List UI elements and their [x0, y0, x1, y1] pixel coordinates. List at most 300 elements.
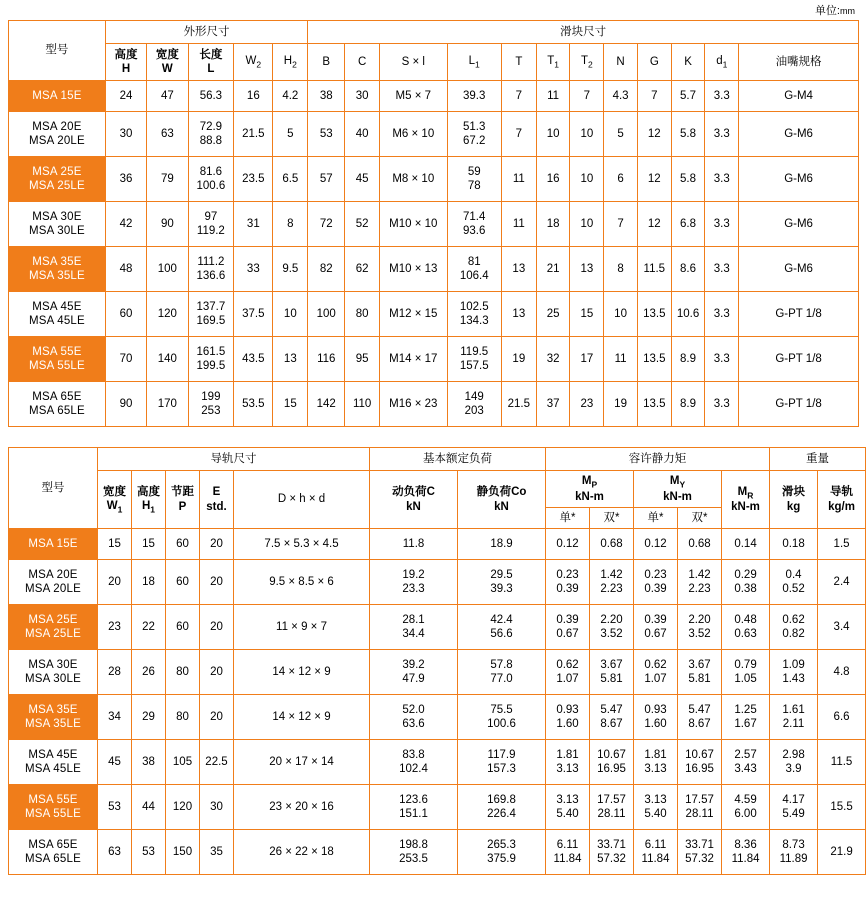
col-w2: $W_2$: [234, 44, 273, 81]
data-cell-line: 102.4: [399, 763, 428, 775]
data-cell: [188, 157, 234, 202]
data-cell: G-PT 1/8: [739, 382, 859, 427]
data-cell: 56.3: [188, 81, 234, 112]
data-cell-line: 1.61: [782, 703, 805, 716]
model-label: MSA 30E: [28, 658, 78, 671]
data-cell: [722, 785, 770, 830]
data-cell: 8: [273, 202, 308, 247]
data-cell: 4.2: [273, 81, 308, 112]
data-cell-line: 1.81: [556, 748, 579, 761]
table-row: [9, 247, 859, 292]
col-nipple-spec: 油嘴规格: [739, 44, 859, 81]
model-label: MSA 25LE: [28, 180, 85, 192]
load-ratings-table: [8, 447, 866, 875]
data-cell: 0.14: [722, 529, 770, 560]
data-cell-line: 2.20: [688, 613, 711, 626]
data-cell-line: 157.3: [487, 763, 516, 775]
model-label: MSA 30LE: [28, 225, 85, 237]
data-cell-line: 2.20: [600, 613, 623, 626]
model-label: MSA 45E: [32, 300, 82, 313]
data-cell: [770, 605, 818, 650]
col-length-l: 长度 L: [188, 44, 234, 81]
data-cell: 120: [147, 292, 188, 337]
data-cell: 5: [604, 112, 638, 157]
table-row: [9, 529, 866, 560]
data-cell: 35: [200, 830, 234, 875]
data-cell: 52: [345, 202, 380, 247]
data-cell-line: 4.59: [734, 793, 757, 806]
model-label: MSA 65LE: [28, 405, 85, 417]
data-cell-line: 253: [201, 405, 221, 417]
data-cell: 72: [308, 202, 345, 247]
data-cell: 140: [147, 337, 188, 382]
table2-column-header-row: [9, 471, 866, 508]
data-cell-line: 8.36: [734, 838, 757, 851]
data-cell: 13: [501, 292, 536, 337]
data-cell: 105: [166, 740, 200, 785]
data-cell: M10 × 13: [380, 247, 447, 292]
data-cell: [590, 785, 634, 830]
header-static-moment: 容许静力矩: [546, 448, 770, 471]
data-cell: [678, 740, 722, 785]
data-cell-line: 59: [467, 165, 481, 178]
data-cell-line: 3.13: [556, 763, 579, 775]
data-cell-line: 3.67: [688, 658, 711, 671]
model-label: MSA 45LE: [28, 315, 85, 327]
data-cell: [590, 740, 634, 785]
data-cell: 21: [536, 247, 570, 292]
data-cell: 2.4: [818, 560, 866, 605]
data-cell-line: 3.67: [600, 658, 623, 671]
data-cell: 19: [604, 382, 638, 427]
header-rail-dimensions: 导轨尺寸: [98, 448, 370, 471]
data-cell: [458, 740, 546, 785]
col-b: B: [308, 44, 345, 81]
data-cell: 53: [98, 785, 132, 830]
data-cell-line: 57.32: [597, 853, 626, 865]
data-cell: [447, 157, 501, 202]
data-cell: [447, 202, 501, 247]
data-cell: 150: [166, 830, 200, 875]
data-cell: [458, 785, 546, 830]
data-cell: [188, 202, 234, 247]
data-cell-line: 16.95: [685, 763, 714, 775]
data-cell: G-M6: [739, 247, 859, 292]
data-cell: 9.5: [273, 247, 308, 292]
model-label: MSA 35LE: [25, 718, 81, 730]
data-cell: 15.5: [818, 785, 866, 830]
data-cell: 4.8: [818, 650, 866, 695]
data-cell-line: 17.57: [597, 793, 626, 806]
data-cell: [678, 785, 722, 830]
data-cell-line: 39.3: [490, 583, 513, 595]
data-cell: 0.12: [546, 529, 590, 560]
model-label: MSA 45E: [28, 748, 78, 761]
data-cell: [546, 785, 590, 830]
data-cell: 10: [604, 292, 638, 337]
data-cell-line: 72.9: [199, 120, 223, 133]
data-cell: [722, 695, 770, 740]
data-cell: 23.5: [234, 157, 273, 202]
data-cell: 6.6: [818, 695, 866, 740]
data-cell: 10: [273, 292, 308, 337]
data-cell: [546, 740, 590, 785]
data-cell: 80: [166, 650, 200, 695]
data-cell: [770, 695, 818, 740]
data-cell: 20: [200, 560, 234, 605]
data-cell: 39.3: [447, 81, 501, 112]
data-cell: G-M6: [739, 112, 859, 157]
data-cell: 20: [200, 605, 234, 650]
unit-label: 单位:: [814, 5, 840, 17]
data-cell: 6.8: [671, 202, 705, 247]
col-l1: $L_1$: [447, 44, 501, 81]
data-cell: 13: [273, 337, 308, 382]
data-cell: 90: [105, 382, 146, 427]
model-cell: [9, 740, 98, 785]
model-label: MSA 15E: [32, 89, 82, 102]
data-cell-line: 71.4: [463, 210, 486, 223]
data-cell-line: 100.6: [487, 718, 516, 730]
data-cell: 53: [132, 830, 166, 875]
col-static-load: 静负荷Co kN: [458, 471, 546, 529]
data-cell-line: 83.8: [402, 748, 425, 761]
data-cell-line: 63.6: [402, 718, 425, 730]
data-cell: [370, 560, 458, 605]
data-cell: [370, 650, 458, 695]
data-cell: 5.7: [671, 81, 705, 112]
data-cell: 100: [147, 247, 188, 292]
data-cell: [590, 605, 634, 650]
data-cell-line: 3.13: [556, 793, 579, 806]
data-cell: 80: [345, 292, 380, 337]
data-cell-line: 3.13: [644, 763, 667, 775]
data-cell: [634, 830, 678, 875]
data-cell-line: 265.3: [487, 838, 516, 851]
data-cell: [634, 650, 678, 695]
data-cell: [770, 650, 818, 695]
data-cell: 12: [637, 202, 671, 247]
data-cell: [722, 740, 770, 785]
data-cell: 3.3: [705, 337, 739, 382]
data-cell-line: 11.89: [779, 853, 808, 865]
data-cell-line: 2.23: [600, 583, 623, 595]
data-cell: 11.5: [637, 247, 671, 292]
data-cell-line: 11.84: [731, 853, 760, 865]
data-cell: 6: [604, 157, 638, 202]
data-cell: 100: [308, 292, 345, 337]
data-cell: 22.5: [200, 740, 234, 785]
data-cell: 11: [501, 157, 536, 202]
model-label: MSA 55LE: [28, 360, 85, 372]
model-label: MSA 25LE: [25, 628, 81, 640]
model-cell: [9, 247, 106, 292]
data-cell: [458, 605, 546, 650]
data-cell: [546, 605, 590, 650]
model-cell: [9, 529, 98, 560]
data-cell-line: 169.5: [196, 315, 226, 327]
col-e-std: E std.: [200, 471, 234, 529]
data-cell: 11: [501, 202, 536, 247]
col-t: T: [501, 44, 536, 81]
header-model: 型号: [9, 21, 106, 81]
col-rail-width-w1: 宽度 $W_1$: [98, 471, 132, 529]
data-cell-line: 1.60: [644, 718, 667, 730]
data-cell: [546, 830, 590, 875]
data-cell-line: 8.73: [782, 838, 805, 851]
data-cell: [634, 740, 678, 785]
data-cell: [634, 605, 678, 650]
data-cell-line: 1.07: [556, 673, 579, 685]
data-cell-line: 16.95: [597, 763, 626, 775]
col-s-x-l: S × l: [380, 44, 447, 81]
data-cell: 34: [98, 695, 132, 740]
data-cell-line: 5.40: [556, 808, 579, 820]
data-cell: 14 × 12 × 9: [234, 650, 370, 695]
data-cell: 15: [273, 382, 308, 427]
header-outer-dimensions: 外形尺寸: [105, 21, 307, 44]
data-cell: [770, 785, 818, 830]
data-cell-line: 0.52: [782, 583, 805, 595]
data-cell: 16: [536, 157, 570, 202]
data-cell-line: 75.5: [490, 703, 513, 716]
data-cell: 30: [200, 785, 234, 830]
data-cell-line: 39.2: [402, 658, 425, 671]
table-row: [9, 605, 866, 650]
data-cell: 3.3: [705, 382, 739, 427]
data-cell: 142: [308, 382, 345, 427]
data-cell: 110: [345, 382, 380, 427]
data-cell-line: 10.67: [685, 748, 714, 761]
data-cell: 18: [132, 560, 166, 605]
data-cell-line: 0.29: [734, 568, 757, 581]
data-cell: [188, 292, 234, 337]
data-cell: 3.4: [818, 605, 866, 650]
data-cell: M14 × 17: [380, 337, 447, 382]
data-cell-line: 161.5: [196, 345, 226, 358]
data-cell-line: 119.2: [196, 225, 225, 237]
data-cell-line: 117.9: [487, 748, 516, 761]
data-cell: 60: [166, 605, 200, 650]
data-cell: [447, 112, 501, 157]
data-cell: 82: [308, 247, 345, 292]
data-cell: [722, 830, 770, 875]
data-cell: [188, 247, 234, 292]
data-cell-line: 57.8: [490, 658, 513, 671]
data-cell-line: 10.67: [597, 748, 626, 761]
model-cell: [9, 650, 98, 695]
data-cell: 80: [166, 695, 200, 740]
model-label: MSA 20E: [32, 120, 82, 133]
col-k: K: [671, 44, 705, 81]
header-weight: 重量: [770, 448, 866, 471]
data-cell-line: 2.23: [688, 583, 711, 595]
data-cell: 116: [308, 337, 345, 382]
data-cell: 1.5: [818, 529, 866, 560]
data-cell: 3.3: [705, 292, 739, 337]
data-cell-line: 136.6: [196, 270, 226, 282]
data-cell: 37: [536, 382, 570, 427]
data-cell: 79: [147, 157, 188, 202]
unit-value: mm: [840, 6, 855, 16]
model-cell: [9, 605, 98, 650]
data-cell-line: 67.2: [463, 135, 486, 147]
data-cell: 10: [570, 157, 604, 202]
data-cell: 21.9: [818, 830, 866, 875]
data-cell: 12: [637, 112, 671, 157]
table1-column-header-row: [9, 44, 859, 81]
data-cell: 20: [200, 650, 234, 695]
data-cell-line: 0.67: [644, 628, 667, 640]
data-cell-line: 28.11: [685, 808, 714, 820]
data-cell-line: 0.62: [644, 658, 667, 671]
data-cell: 8.9: [671, 337, 705, 382]
data-cell: 10.6: [671, 292, 705, 337]
data-cell: [678, 695, 722, 740]
table-row: [9, 157, 859, 202]
data-cell: 20: [200, 695, 234, 740]
data-cell-line: 375.9: [487, 853, 516, 865]
data-cell-line: 100.6: [196, 180, 226, 192]
data-cell-line: 4.17: [782, 793, 805, 806]
table-row: [9, 81, 859, 112]
data-cell: [678, 650, 722, 695]
data-cell-line: 0.62: [556, 658, 579, 671]
data-cell: 21.5: [234, 112, 273, 157]
data-cell-line: 5.81: [688, 673, 711, 685]
data-cell-line: 1.81: [644, 748, 667, 761]
data-cell: 18.9: [458, 529, 546, 560]
table-row: [9, 202, 859, 247]
data-cell-line: 1.07: [644, 673, 667, 685]
data-cell: 5.8: [671, 157, 705, 202]
data-cell: 23: [98, 605, 132, 650]
header-basic-load: 基本额定负荷: [370, 448, 546, 471]
data-cell: [590, 650, 634, 695]
data-cell-line: 198.8: [399, 838, 428, 851]
model-cell: [9, 337, 106, 382]
data-cell: 7: [637, 81, 671, 112]
data-cell-line: 106.4: [459, 270, 489, 282]
table-row: [9, 830, 866, 875]
data-cell: 3.3: [705, 247, 739, 292]
table-row: [9, 112, 859, 157]
data-cell: 0.68: [678, 529, 722, 560]
data-cell-line: 93.6: [463, 225, 486, 237]
data-cell: 28: [98, 650, 132, 695]
model-cell: [9, 202, 106, 247]
data-cell-line: 203: [464, 405, 484, 417]
data-cell: 11 × 9 × 7: [234, 605, 370, 650]
data-cell: [634, 560, 678, 605]
data-cell: 25: [536, 292, 570, 337]
model-cell: [9, 81, 106, 112]
col-dynamic-load: 动负荷C kN: [370, 471, 458, 529]
data-cell: 70: [105, 337, 146, 382]
data-cell: 5.8: [671, 112, 705, 157]
data-cell-line: 0.62: [782, 613, 805, 626]
model-label: MSA 55LE: [25, 808, 81, 820]
data-cell: 0.18: [770, 529, 818, 560]
data-cell-line: 57.32: [685, 853, 714, 865]
data-cell: 3.3: [705, 81, 739, 112]
data-cell: [370, 605, 458, 650]
data-cell-line: 151.1: [399, 808, 428, 820]
data-cell-line: 29.5: [490, 568, 513, 581]
data-cell-line: 3.13: [644, 793, 667, 806]
data-cell-line: 81.6: [199, 165, 223, 178]
data-cell-line: 2.98: [782, 748, 805, 761]
dimensions-table: [8, 20, 859, 427]
data-cell: 21.5: [501, 382, 536, 427]
model-label: MSA 30LE: [25, 673, 81, 685]
model-label: MSA 55E: [32, 345, 82, 358]
data-cell-line: 2.11: [782, 718, 805, 730]
data-cell: [634, 785, 678, 830]
data-cell: [546, 650, 590, 695]
model-cell: [9, 560, 98, 605]
col-t1: $T_1$: [536, 44, 570, 81]
data-cell-line: 0.93: [556, 703, 579, 716]
data-cell: 40: [345, 112, 380, 157]
model-cell: [9, 695, 98, 740]
data-cell-line: 3.9: [785, 763, 802, 775]
data-cell-line: 2.57: [734, 748, 757, 761]
data-cell: 20 × 17 × 14: [234, 740, 370, 785]
data-cell: 13: [501, 247, 536, 292]
data-cell: [458, 560, 546, 605]
data-cell: G-PT 1/8: [739, 337, 859, 382]
data-cell-line: 1.67: [734, 718, 757, 730]
data-cell: [188, 337, 234, 382]
data-cell-line: 102.5: [459, 300, 489, 313]
data-cell-line: 11.84: [553, 853, 582, 865]
data-cell: 7: [604, 202, 638, 247]
data-cell-line: 137.7: [196, 300, 226, 313]
data-cell: [458, 695, 546, 740]
model-label: MSA 45LE: [25, 763, 81, 775]
data-cell: 3.3: [705, 202, 739, 247]
data-cell: 95: [345, 337, 380, 382]
data-cell: 5: [273, 112, 308, 157]
data-cell: 120: [166, 785, 200, 830]
data-cell-line: 0.63: [734, 628, 757, 640]
data-cell: 10: [570, 202, 604, 247]
table1-body: [9, 81, 859, 427]
data-cell: [447, 382, 501, 427]
data-cell: M5 × 7: [380, 81, 447, 112]
col-t2: $T_2$: [570, 44, 604, 81]
data-cell: [722, 650, 770, 695]
data-cell: 13.5: [637, 337, 671, 382]
table-row: [9, 337, 859, 382]
data-cell-line: 81: [467, 255, 481, 268]
data-cell: 15: [132, 529, 166, 560]
model-label: MSA 20E: [28, 568, 78, 581]
data-cell: 38: [132, 740, 166, 785]
data-cell-line: 8.67: [600, 718, 623, 730]
data-cell: 30: [345, 81, 380, 112]
data-cell-line: 11.84: [641, 853, 670, 865]
data-cell: 53.5: [234, 382, 273, 427]
model-label: MSA 65E: [28, 838, 78, 851]
data-cell-line: 253.5: [399, 853, 428, 865]
data-cell: 8.6: [671, 247, 705, 292]
data-cell-line: 97: [204, 210, 218, 223]
model-cell: [9, 292, 106, 337]
data-cell: 22: [132, 605, 166, 650]
data-cell: 37.5: [234, 292, 273, 337]
